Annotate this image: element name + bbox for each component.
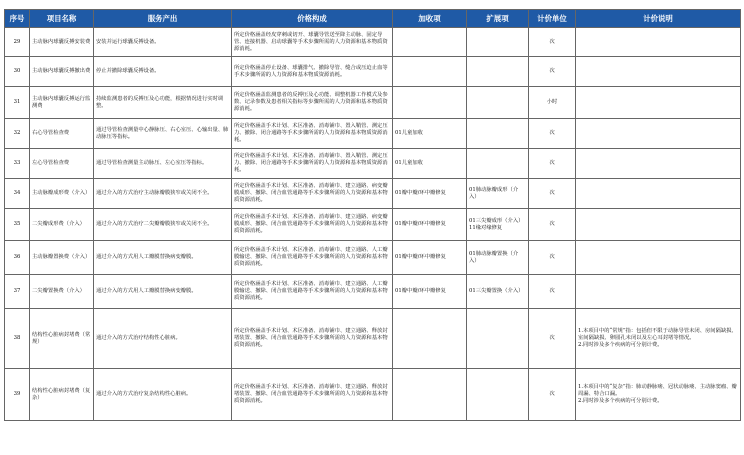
cell-extension bbox=[467, 119, 529, 149]
cell-no: 29 bbox=[5, 28, 30, 57]
table-row bbox=[5, 241, 741, 275]
cell-unit: 次 bbox=[529, 275, 576, 309]
cell-output: 持续监测患者的反搏压及心功能，根据情况进行实时调整。 bbox=[94, 87, 232, 119]
cell-price: 所定价格涵盖经皮穿刺或切开、球囊导管送至降主动脉、固定导管、连接机器、启动球囊等手术步骤所需的人力资源和基本物质资源消耗。 bbox=[232, 28, 393, 57]
cell-unit: 次 bbox=[529, 149, 576, 179]
cell-unit: 次 bbox=[529, 28, 576, 57]
cell-note bbox=[576, 275, 741, 309]
table-header-row bbox=[5, 10, 741, 28]
table-row bbox=[5, 309, 741, 369]
cell-surcharge: 01瓣中瓣/环中瓣修复 bbox=[393, 241, 467, 275]
cell-name: 主动脉瓣置换费（介入） bbox=[30, 241, 94, 275]
cell-no: 36 bbox=[5, 241, 30, 275]
cell-name: 主动脉瓣成形费（介入） bbox=[30, 179, 94, 209]
cell-output: 通过介入的方式用人工瓣膜替换病变瓣膜。 bbox=[94, 275, 232, 309]
cell-note bbox=[576, 149, 741, 179]
cell-unit: 次 bbox=[529, 57, 576, 87]
cell-extension: 01肺动脉瓣成形（介入） bbox=[467, 179, 529, 209]
cell-no: 38 bbox=[5, 309, 30, 369]
cell-no: 35 bbox=[5, 209, 30, 241]
cell-note bbox=[576, 57, 741, 87]
cell-surcharge: 01儿童加收 bbox=[393, 119, 467, 149]
cell-surcharge bbox=[393, 309, 467, 369]
cell-no: 31 bbox=[5, 87, 30, 119]
cell-no: 30 bbox=[5, 57, 30, 87]
table-row bbox=[5, 209, 741, 241]
cell-surcharge bbox=[393, 87, 467, 119]
cell-note bbox=[576, 119, 741, 149]
cell-note bbox=[576, 87, 741, 119]
cell-unit: 次 bbox=[529, 241, 576, 275]
cell-unit: 次 bbox=[529, 369, 576, 421]
table-row bbox=[5, 28, 741, 57]
cell-output: 通过导管检查测量主动脉压、左心室压等指标。 bbox=[94, 149, 232, 179]
cell-output: 通过介入的方式治疗复杂结构性心脏病。 bbox=[94, 369, 232, 421]
cell-extension bbox=[467, 149, 529, 179]
cell-extension: 01肺动脉瓣置换（介入） bbox=[467, 241, 529, 275]
header-name: 项目名称 bbox=[30, 10, 94, 28]
cell-price: 所定价格涵盖手术计划、术区准备、消毒铺巾、置入鞘管、测定压力、撤除、闭合通路等手术步骤所需的人力资源和基本物质资源消耗。 bbox=[232, 149, 393, 179]
cell-output: 通过导管检查测量中心静脉压、右心室压、心输出量、肺动脉压等指标。 bbox=[94, 119, 232, 149]
cell-no: 33 bbox=[5, 149, 30, 179]
header-price: 价格构成 bbox=[232, 10, 393, 28]
cell-extension: 01三尖瓣置换（介入） bbox=[467, 275, 529, 309]
cell-price: 所定价格涵盖手术计划、术区准备、消毒铺巾、建立通路、人工瓣膜输送、撤除、闭合血管通路等手术步骤所需的人力资源和基本物质资源消耗。 bbox=[232, 275, 393, 309]
header-extension: 扩展项 bbox=[467, 10, 529, 28]
cell-surcharge bbox=[393, 28, 467, 57]
cell-name: 二尖瓣置换费（介入） bbox=[30, 275, 94, 309]
cell-unit: 次 bbox=[529, 209, 576, 241]
cell-extension bbox=[467, 309, 529, 369]
cell-name: 主动脉内球囊反搏安装费 bbox=[30, 28, 94, 57]
table-row bbox=[5, 87, 741, 119]
header-output: 服务产出 bbox=[94, 10, 232, 28]
cell-price: 所定价格涵盖手术计划、术区准备、消毒铺巾、建立通路、释放封堵装置、撤除、闭合血管通路等手术步骤所需的人力资源和基本物质资源消耗。 bbox=[232, 309, 393, 369]
cell-no: 39 bbox=[5, 369, 30, 421]
cell-name: 结构性心脏病封堵费（常规） bbox=[30, 309, 94, 369]
table-row bbox=[5, 149, 741, 179]
cell-price: 所定价格涵盖手术计划、术区准备、消毒铺巾、建立通路、病变瓣膜成形、撤除、闭合血管通路等手术步骤所需的人力资源和基本物质资源消耗。 bbox=[232, 179, 393, 209]
cell-no: 32 bbox=[5, 119, 30, 149]
cell-unit: 次 bbox=[529, 119, 576, 149]
cell-name: 结构性心脏病封堵费（复杂） bbox=[30, 369, 94, 421]
cell-extension bbox=[467, 87, 529, 119]
cell-name: 左心导管检查费 bbox=[30, 149, 94, 179]
cell-price: 所定价格涵盖手术计划、术区准备、消毒铺巾、建立通路、病变瓣膜成形、撤除、闭合血管通路等手术步骤所需的人力资源和基本物质资源消耗。 bbox=[232, 209, 393, 241]
cell-output: 通过介入的方式治疗二尖瓣瓣膜狭窄或关闭不全。 bbox=[94, 209, 232, 241]
cell-note bbox=[576, 179, 741, 209]
cell-surcharge bbox=[393, 369, 467, 421]
cell-surcharge: 01瓣中瓣/环中瓣修复 bbox=[393, 179, 467, 209]
table-row bbox=[5, 275, 741, 309]
header-no: 序号 bbox=[5, 10, 30, 28]
cell-output: 通过介入的方式用人工瓣膜替换病变瓣膜。 bbox=[94, 241, 232, 275]
cell-name: 二尖瓣成形费（介入） bbox=[30, 209, 94, 241]
cell-name: 主动脉内球囊反搏撤出费 bbox=[30, 57, 94, 87]
table-row bbox=[5, 57, 741, 87]
cell-price: 所定价格涵盖监测患者的反搏压及心功能、调整机器工作模式及参数、记录参数及患者相关指标等步骤所需的人力资源和基本物质资源消耗。 bbox=[232, 87, 393, 119]
cell-note bbox=[576, 209, 741, 241]
cell-output: 安装并运行球囊反搏设备。 bbox=[94, 28, 232, 57]
cell-name: 右心导管检查费 bbox=[30, 119, 94, 149]
table-row bbox=[5, 369, 741, 421]
cell-note bbox=[576, 28, 741, 57]
cell-surcharge: 01瓣中瓣/环中瓣修复 bbox=[393, 209, 467, 241]
header-surcharge: 加收项 bbox=[393, 10, 467, 28]
cell-note: 1.本项目中的“常规”指：包括但不限于动脉导管未闭、房间隔缺损、室间隔缺损、卵圆孔未闭以及左心耳封堵等情况。 2.同时涉及多个疾病的可分别计费。 bbox=[576, 309, 741, 369]
cell-extension bbox=[467, 57, 529, 87]
cell-no: 34 bbox=[5, 179, 30, 209]
cell-no: 37 bbox=[5, 275, 30, 309]
header-note: 计价说明 bbox=[576, 10, 741, 28]
cell-extension bbox=[467, 28, 529, 57]
table-row bbox=[5, 179, 741, 209]
header-unit: 计价单位 bbox=[529, 10, 576, 28]
cell-price: 所定价格涵盖手术计划、术区准备、消毒铺巾、置入鞘管、测定压力、撤除、闭合通路等手术步骤所需的人力资源和基本物质资源消耗。 bbox=[232, 119, 393, 149]
cell-price: 所定价格涵盖手术计划、术区准备、消毒铺巾、建立通路、人工瓣膜输送、撤除、闭合血管通路等手术步骤所需的人力资源和基本物质资源消耗。 bbox=[232, 241, 393, 275]
cell-unit: 次 bbox=[529, 179, 576, 209]
cell-surcharge bbox=[393, 57, 467, 87]
cell-unit: 小时 bbox=[529, 87, 576, 119]
cell-surcharge: 01儿童加收 bbox=[393, 149, 467, 179]
cell-price: 所定价格涵盖停止设备、球囊排气、撤除导管、缝合或压迫止血等手术步骤所需的人力资源和基本物质资源消耗。 bbox=[232, 57, 393, 87]
cell-price: 所定价格涵盖手术计划、术区准备、消毒铺巾、建立通路、释放封堵装置、撤除、闭合血管通路等手术步骤所需的人力资源和基本物质资源消耗。 bbox=[232, 369, 393, 421]
cell-output: 通过介入的方式治疗主动脉瓣膜狭窄或关闭不全。 bbox=[94, 179, 232, 209]
cell-output: 通过介入的方式治疗结构性心脏病。 bbox=[94, 309, 232, 369]
cell-surcharge: 01瓣中瓣/环中瓣修复 bbox=[393, 275, 467, 309]
cell-note bbox=[576, 241, 741, 275]
price-table bbox=[4, 9, 741, 421]
table-row bbox=[5, 119, 741, 149]
cell-extension bbox=[467, 369, 529, 421]
cell-note: 1.本项目中的“复杂”指：肺动静脉瘘、冠状动脉瘘、主动脉窦瘤、瓣周漏、特合口漏。 2.同时涉及多个疾病的可分别计费。 bbox=[576, 369, 741, 421]
cell-extension: 01三尖瓣成形（介入） 11缘对缘修复 bbox=[467, 209, 529, 241]
cell-unit: 次 bbox=[529, 309, 576, 369]
cell-output: 停止并撤除球囊反搏设备。 bbox=[94, 57, 232, 87]
cell-name: 主动脉内球囊反搏运行监测费 bbox=[30, 87, 94, 119]
